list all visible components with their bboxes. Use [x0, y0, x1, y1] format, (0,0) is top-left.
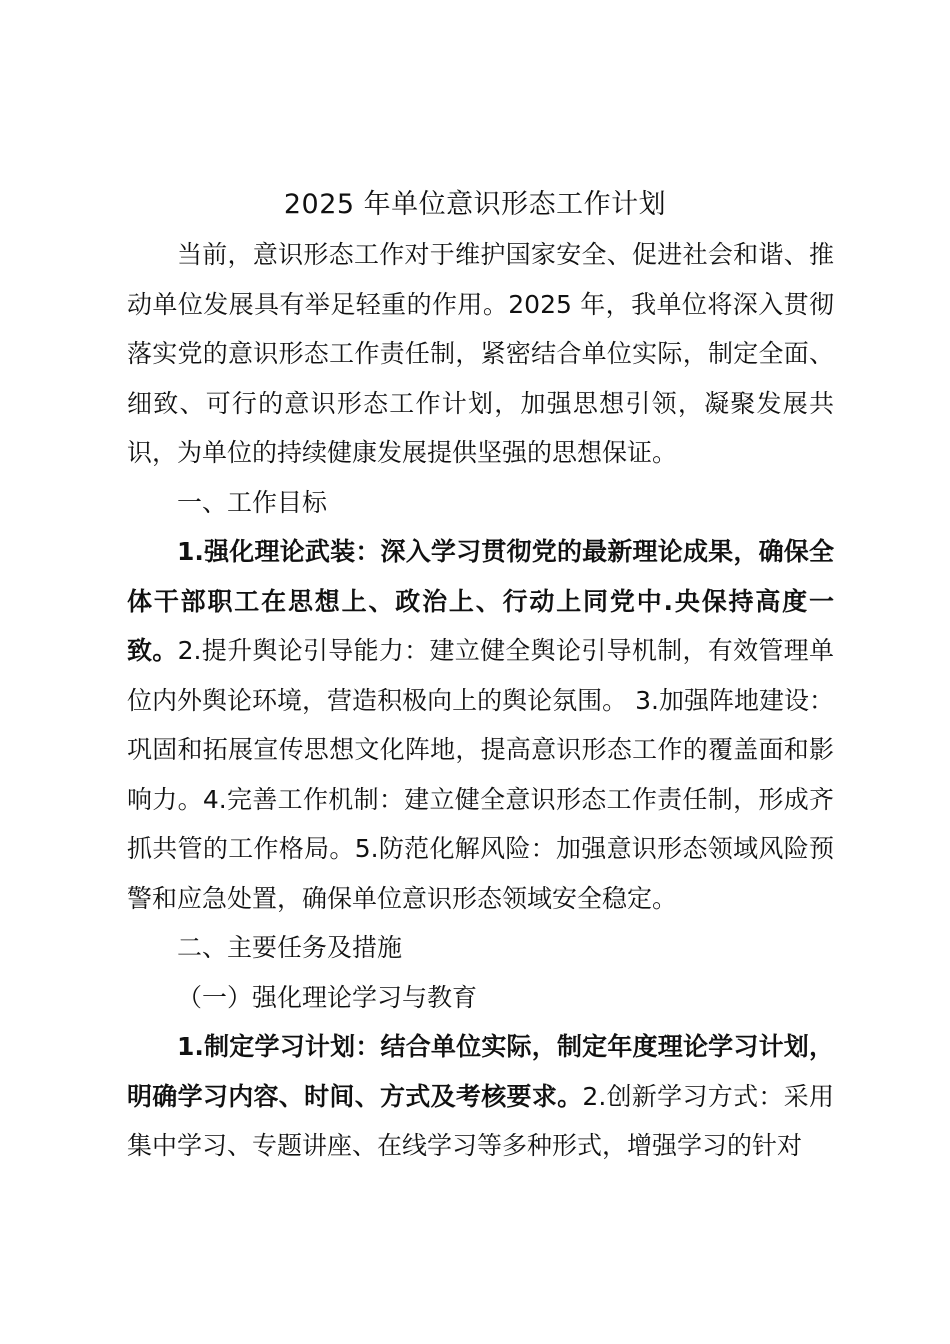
section-heading-goals: 一、工作目标 — [177, 487, 328, 517]
study-item-1-bold-text: 1.制定学习计划：结合单位实际，制定年度理论学习计划，明确学习内容、时间、方式及考核要求。 — [127, 1032, 834, 1111]
goal-1-bold-text: 1.强化理论武装：深入学习贯彻党的最新理论成果，确保全体干部职工在思想上、政治上、行动上同党中.央保持高度一致。 — [127, 537, 834, 665]
intro-paragraph: 当前，意识形态工作对于维护国家安全、促进社会和谐、推动单位发展具有举足轻重的作用。2025 年，我单位将深入贯彻落实党的意识形态工作责任制，紧密结合单位实际，制定全面、细致、可行的意识形态工作计划，加强思想引领，凝聚发展共识，为单位的持续健康发展提供坚强的思想保证。 — [127, 240, 834, 467]
study-items-rest-text: 2.创新学习方式：采用集中学习、专题讲座、在线学习等多种形式，增强学习的针对 — [127, 1081, 834, 1160]
document-body — [127, 230, 834, 1171]
goals-rest-text: 2.提升舆论引导能力：建立健全舆论引导机制，有效管理单位内外舆论环境，营造积极向上的舆论氛围。 3.加强阵地建设：巩固和拓展宣传思想文化阵地，提高意识形态工作的覆盖面和影响力。4.完善工作机制：建立健全意识形态工作责任制，形成齐抓共管的工作格局。5.防范化解风险：加强意识形态领域风险预警和应急处置，确保单位意识形态领域安全稳定。 — [127, 636, 834, 913]
document-title: 2025 年单位意识形态工作计划 — [283, 189, 667, 220]
goals-paragraph — [127, 527, 834, 923]
study-paragraph — [127, 1022, 834, 1171]
section-heading-tasks: 二、主要任务及措施 — [177, 933, 403, 962]
subsection-heading-theory-study: （一）强化理论学习与教育 — [177, 982, 478, 1012]
